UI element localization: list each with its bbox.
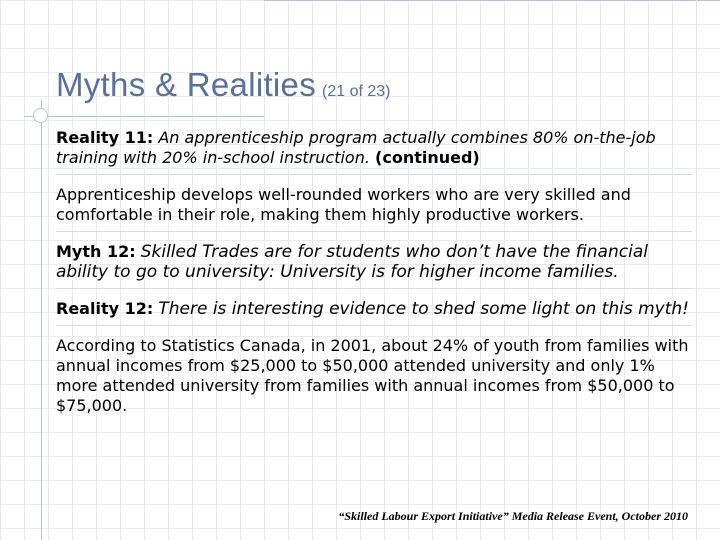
paragraph-apprenticeship: Apprenticeship develops well-rounded workers who are very skilled and comfortable in their role, making them highly productive workers. [56, 185, 692, 232]
reality-11-statement: An apprenticeship program actually combines 80% on-the-job training with 20% in-school instruction. [56, 128, 656, 167]
label-reality-12: Reality 12: [56, 299, 154, 318]
title-text: Myths & Realities [56, 66, 317, 103]
frame-line-top [264, 0, 720, 1]
reality-12-statement: There is interesting evidence to shed some light on this myth! [158, 299, 689, 319]
title-counter: (21 of 23) [322, 83, 391, 100]
label-reality-11: Reality 11: [56, 128, 154, 147]
crosshair-circle-icon [33, 108, 48, 123]
continued-note: (continued) [375, 148, 480, 167]
label-myth-12: Myth 12: [56, 242, 136, 261]
slide-body [56, 128, 692, 432]
title-underline [24, 116, 264, 117]
paragraph-reality-11 [56, 128, 692, 175]
slide-title [56, 66, 391, 104]
paragraph-reality-12 [56, 299, 692, 326]
frame-line-right [696, 0, 697, 540]
paragraph-myth-12 [56, 242, 692, 289]
paragraph-statistics: According to Statistics Canada, in 2001, about 24% of youth from families with annual incomes from $25,000 to $50,000 attended university and only 1% more attended university from families with annual incomes from $50,000 to $75,000. [56, 336, 689, 415]
myth-12-statement: Skilled Trades are for students who don’t have the financial ability to go to university: University is for higher income families. [56, 242, 648, 282]
frame-line-left [41, 100, 42, 540]
footer-caption: “Skilled Labour Export Initiative” Media Release Event, October 2010 [338, 509, 688, 523]
